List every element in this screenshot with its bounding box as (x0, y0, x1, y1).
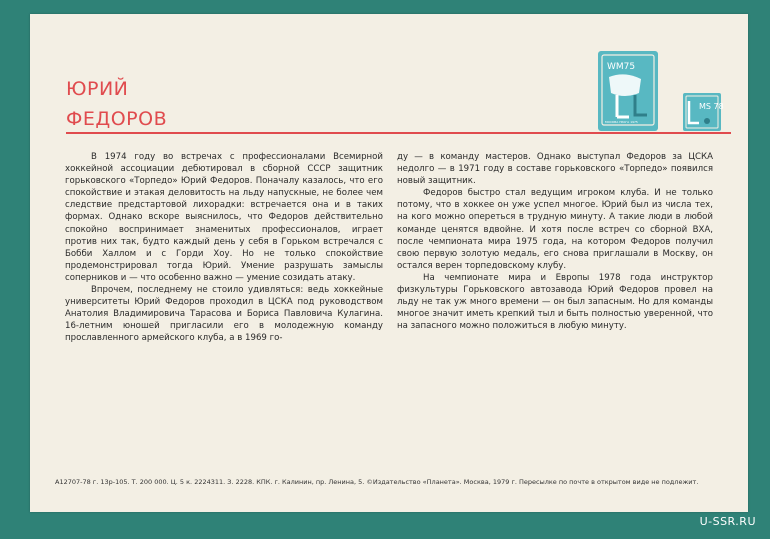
article-paragraph: Впрочем, последнему не стоило удивляться: ведь хоккейные университеты Юрий Федоров проходил в ЦСКА под руководством Анатолия Владимировича Тарасова и Бориса Павловича Кулагина. 16-летним юношей пригласили его в молодежную команду прославленного армейского клуба, а в 1969 го- (65, 285, 383, 344)
article-paragraph: Федоров быстро стал ведущим игроком клуба. И не только потому, что в хоккее он уже успел многое. Юрий был из числа тех, на кого можно опереться в трудную минуту. А такие люди в любой команде ценятся вдвойне. И хотя после встреч со сборной ВХА, после чемпионата мира 1975 года, на котором Федоров получил свою первую золотую медаль, его снова приглашали в Москву, он остался верен торпедовскому клубу. (397, 188, 713, 271)
publisher-imprint: А12707-78 г. 13р-105. Т. 200 000. Ц. 5 к. 2224311. З. 2228. КПК. г. Калинин, пр. Ленина, 5. ©Издательство «Планета». Москва, 1979 г. Пересылке по почте в открытом виде не подлежит. (55, 478, 699, 486)
championship-logos (595, 49, 725, 134)
article-left-column (65, 151, 383, 345)
wm75-logo-icon (598, 51, 658, 131)
article-paragraph: В 1974 году во встречах с профессионалами Всемирной хоккейной ассоциации дебютировал в сборной СССР защитник горьковского «Торпедо» Юрий Федоров. Поначалу казалось, что его спокойствие и этакая деловитость на льду напускные, не более чем следствие предстартовой лихорадки: встречается она и в таких формах. Однако вскоре выяснилось, что Федоров действительно спокойно воспринимает знаменитых профессионалов, играет против них так, будто каждый день у себя в Горьком встречался с Бобби Халлом и с Горди Хоу. Но не только спокойствие продемонстрировал тогда Юрий. Умение разрушать замыслы соперников и — что особенно важно — умение созидать атаку. (65, 152, 383, 283)
ms78-logo-text: MS 78 (699, 102, 724, 111)
postcard-back (30, 14, 748, 512)
wm75-logo-caption: МОСКВА ПРАГА 1975 (605, 120, 638, 124)
article-paragraph: На чемпионате мира и Европы 1978 года инструктор физкультуры Горьковского автозавода Юрий Федоров провел на льду не так уж много времени — он был запасным. Но для команды многое значит иметь крепкий тыл и быть полностью уверенной, что на запасного можно положиться в любую минуту. (397, 272, 713, 332)
player-first-name: ЮРИЙ (66, 78, 129, 100)
player-last-name: ФЕДОРОВ (66, 108, 168, 130)
wm75-logo-text: WM75 (607, 62, 636, 72)
ms78-logo-icon (683, 93, 724, 131)
article-right-column (397, 151, 713, 332)
site-watermark: U-SSR.RU (699, 515, 756, 528)
article-paragraph: ду — в команду мастеров. Однако выступал Федоров за ЦСКА недолго — в 1971 году в составе горьковского «Торпедо» появился новый защитник. (397, 152, 713, 187)
